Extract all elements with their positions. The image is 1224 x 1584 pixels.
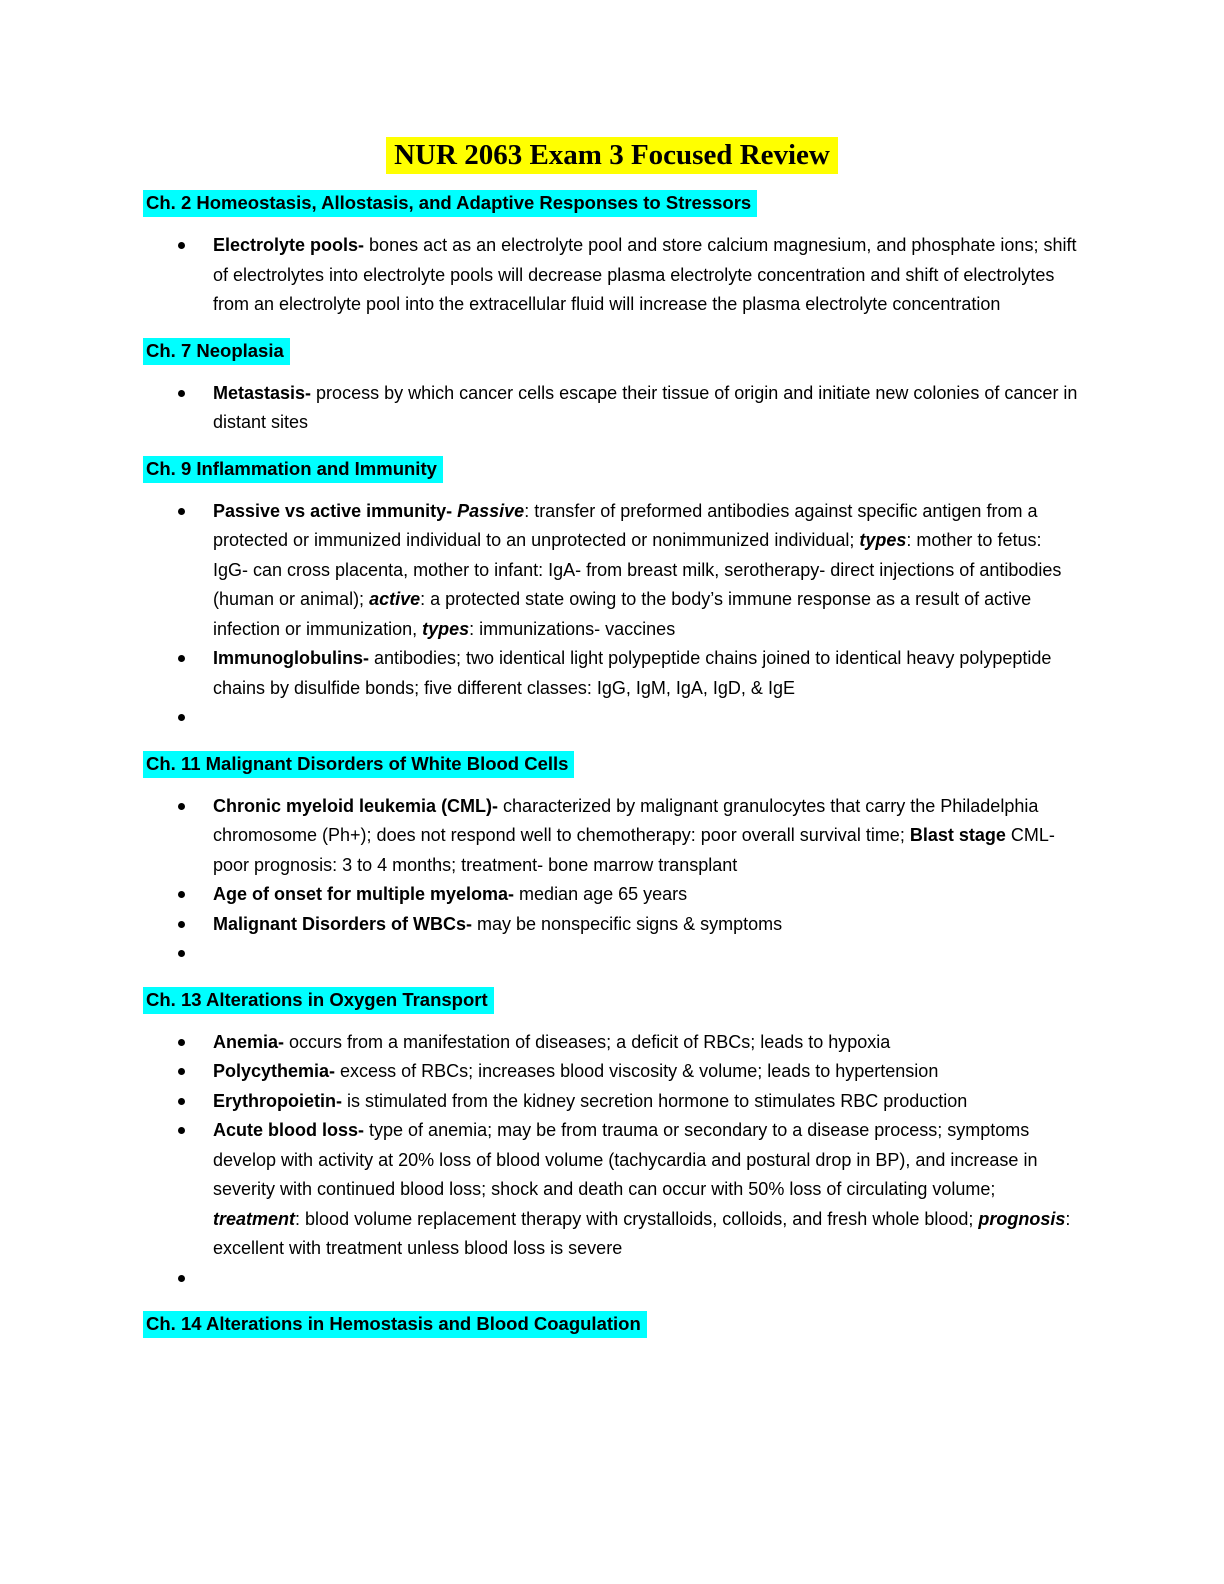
bullet-text [213,1087,1081,1117]
list-item [0,644,1224,703]
bullet-icon [178,242,185,249]
text-run: Anemia- [213,1031,290,1052]
bullet-text [213,910,1081,940]
text-run: Passive [457,500,525,521]
text-run: excess of RBCs; increases blood viscosity & volume; leads to hypertension [340,1061,939,1081]
text-run: type of anemia; may be from trauma or secondary to a disease process; symptoms develop with activity at 20% loss of blood volume (tachycardia and postural drop in BP), and increase in severity with continued blood loss; shock and death can occur with 50% loss of circulating volume; [213,1120,1038,1199]
list-item [0,880,1224,910]
bullet-list [0,792,1224,969]
text-run: is stimulated from the kidney secretion hormone to stimulates RBC production [347,1090,968,1111]
list-item [0,231,1224,320]
bullet-text [213,1264,1081,1294]
section-heading-row [143,338,1224,365]
text-run: antibodies; two identical light polypeptide chains joined to identical heavy polypeptide chains by disulfide bonds; five different classes: IgG, IgM, IgA, IgD, & IgE [213,648,1052,698]
bullet-text [213,644,1081,703]
text-run: : transfer of preformed antibodies against specific antigen from a protected or immunized individual to an unprotected or nonimmunized individual; [213,500,1038,550]
text-run: types [422,618,470,639]
bullet-icon [178,1275,185,1282]
bullet-icon [178,1068,185,1075]
bullet-icon [178,1098,185,1105]
bullet-icon [178,803,185,810]
bullet-text [213,1116,1081,1264]
text-run: Metastasis- [213,382,317,403]
list-item [0,703,1224,733]
text-run: occurs from a manifestation of diseases; a deficit of RBCs; leads to hypoxia [289,1031,891,1052]
list-item [0,1116,1224,1264]
bullet-icon [178,891,185,898]
bullet-icon [178,921,185,928]
list-item [0,379,1224,438]
page-title-row [0,0,1224,172]
bullet-list [0,1028,1224,1294]
page-title: NUR 2063 Exam 3 Focused Review [386,137,838,174]
section-heading-row [143,456,1224,483]
text-run: types [859,530,907,550]
section-heading-row [143,1311,1224,1338]
text-run: Passive vs active immunity- [213,500,458,521]
text-run: Erythropoietin- [213,1090,347,1111]
section-heading: Ch. 11 Malignant Disorders of White Blood Cells [143,751,574,778]
bullet-text [213,497,1081,645]
text-run: Blast stage [909,825,1011,845]
text-run: Immunoglobulins- [213,648,374,668]
text-run: : mother to fetus: IgG- can cross placenta, mother to infant: IgA- from breast milk, serotherapy- direct injections of antibodies (human or animal); [213,530,1062,609]
list-item [0,497,1224,645]
text-run: : excellent with treatment unless blood loss is severe [213,1208,1071,1258]
text-run: CML- poor prognosis: 3 to 4 months; treatment- bone marrow transplant [213,825,1055,875]
bullet-list [0,497,1224,733]
section-heading: Ch. 2 Homeostasis, Allostasis, and Adaptive Responses to Stressors [143,190,757,217]
bullet-list [0,379,1224,438]
section-heading-row [143,751,1224,778]
bullet-icon [178,655,185,662]
section-heading: Ch. 13 Alterations in Oxygen Transport [143,987,494,1014]
bullet-text [213,703,1081,733]
list-item [0,1087,1224,1117]
text-run: bones act as an electrolyte pool and store calcium magnesium, and phosphate ions; shift of electrolytes into electrolyte pools will decrease plasma electrolyte concentration and shift of electrolytes from an electrolyte pool into the extracellular fluid will increase the plasma electrolyte concentration [213,235,1077,314]
text-run: may be nonspecific signs & symptoms [477,913,783,934]
bullet-icon [178,714,185,721]
text-run: Acute blood loss- [213,1120,370,1140]
list-item [0,792,1224,881]
bullet-text [213,379,1081,438]
list-item [0,1057,1224,1087]
text-run: Age of onset for multiple myeloma- [213,884,520,904]
document-content [0,190,1224,1338]
text-run: Electrolyte pools- [213,235,370,255]
bullet-icon [178,1127,185,1134]
text-run: characterized by malignant granulocytes that carry the Philadelphia chromosome (Ph+); does not respond well to chemotherapy: poor overall survival time; [213,795,1039,845]
section-heading-row [143,987,1224,1014]
text-run: prognosis [978,1208,1066,1229]
bullet-icon [178,508,185,515]
bullet-text [213,792,1081,881]
text-run: Chronic myeloid leukemia (CML)- [213,795,504,816]
text-run: Malignant Disorders of WBCs- [213,913,478,934]
list-item [0,1028,1224,1058]
text-run: Polycythemia- [213,1061,341,1081]
bullet-text [213,1028,1081,1058]
section-heading: Ch. 9 Inflammation and Immunity [143,456,443,483]
text-run: process by which cancer cells escape their tissue of origin and initiate new colonies of cancer in distant sites [213,382,1078,432]
list-item [0,910,1224,940]
bullet-text [213,880,1081,910]
bullet-icon [178,950,185,957]
text-run: : immunizations- vaccines [469,618,676,639]
bullet-icon [178,1039,185,1046]
text-run: treatment [213,1208,296,1229]
text-run: median age 65 years [519,884,688,904]
bullet-list [0,231,1224,320]
bullet-text [213,231,1081,320]
text-run: : blood volume replacement therapy with crystalloids, colloids, and fresh whole blood; [295,1208,979,1229]
list-item [0,939,1224,969]
text-run: : a protected state owing to the body’s immune response as a result of active infection or immunization, [213,589,1032,639]
list-item [0,1264,1224,1294]
section-heading: Ch. 14 Alterations in Hemostasis and Blood Coagulation [143,1311,647,1338]
bullet-text [213,939,1081,969]
bullet-text [213,1057,1081,1087]
text-run: active [369,589,421,609]
section-heading: Ch. 7 Neoplasia [143,338,290,365]
bullet-icon [178,390,185,397]
section-heading-row [143,190,1224,217]
